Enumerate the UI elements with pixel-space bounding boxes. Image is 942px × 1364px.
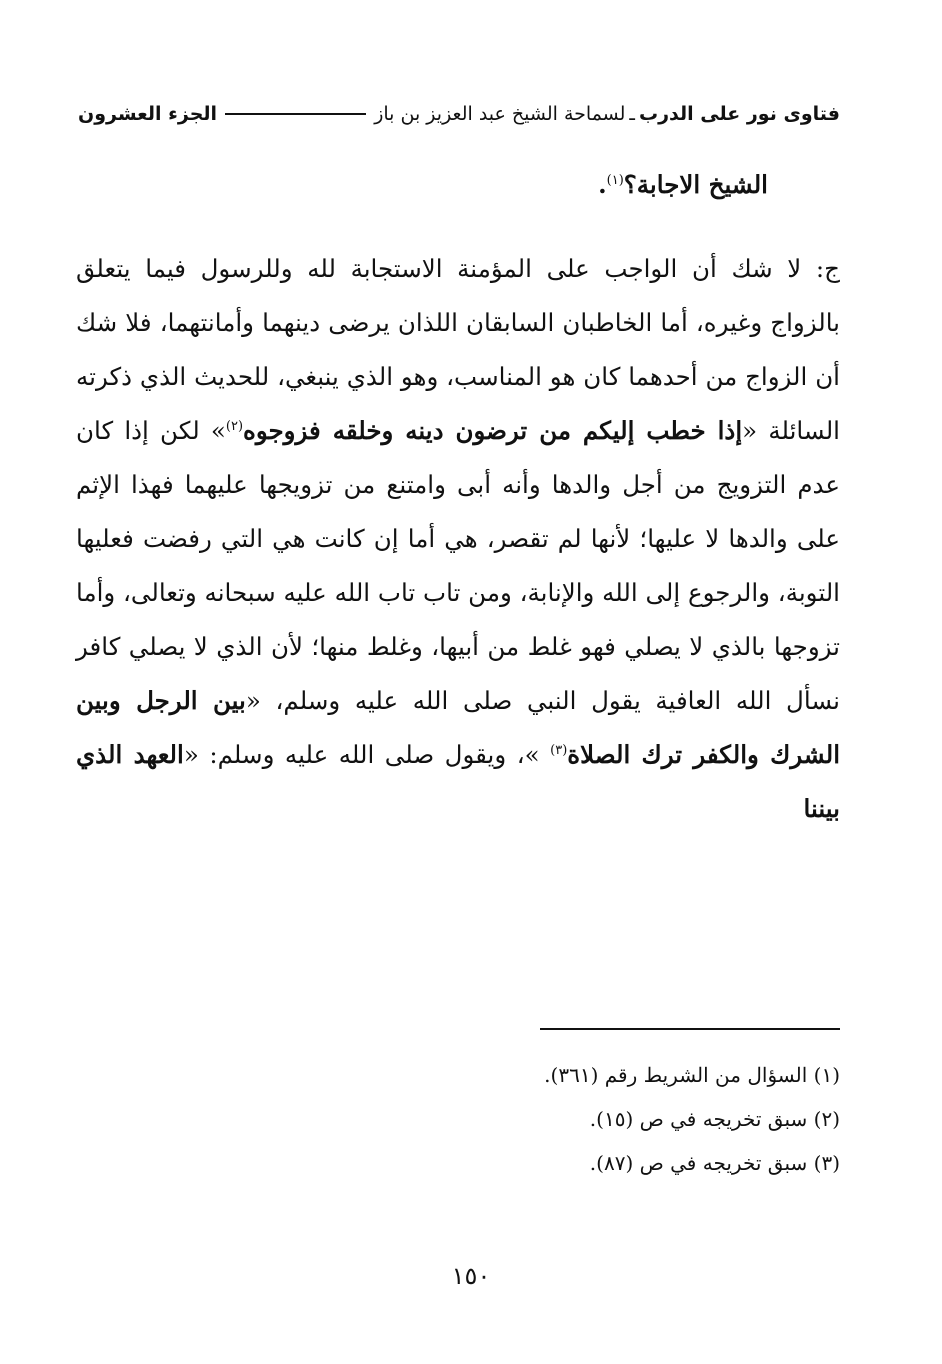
author-name: لسماحة الشيخ عبد العزيز بن باز: [374, 103, 626, 125]
hadith-quote-3: العهد الذي بيننا: [76, 740, 840, 823]
footnote-ref-2: (٢): [225, 418, 244, 434]
answer-text-start: ج: لا شك أن الواجب على المؤمنة الاستجابة لله وللرسول فيما يتعلق بالزواج وغيره، أما الخاطبان السابقان اللذان يرضى دينهما وأمانتهما، فلا شك أن الزواج من أحدهما كان هو المناسب، وهو الذي ينبغي، للحديث الذي ذكرته السائلة «: [76, 254, 840, 445]
answer-text-middle: » لكن إذا كان عدم التزويج من أجل والدها وأنه أبى وامتنع من تزويجها عليهما فهذا الإثم على والدها لا عليها؛ لأنها لم تقصر، هي أما إن كانت هي التي رفضت فعليها التوبة، والرجوع إلى الله والإنابة، ومن تاب تاب الله عليه سبحانه وتعالى، وأما تزوجها بالذي لا يصلي فهو غلط من أبيها، وغلط منها؛ لأن الذي لا يصلي كافر نسأل الله العافية يقول النبي صلى الله عليه وسلم، «: [76, 416, 840, 715]
answer-paragraph: [76, 242, 840, 836]
footnote-ref-1: (١): [606, 172, 624, 188]
hadith-quote-1: إذا خطب إليكم من ترضون دينه وخلقه فزوجوه: [243, 416, 743, 445]
question-ending: الشيخ الاجابة؟$^{(١)}$.: [598, 170, 768, 199]
page-number: ١٥٠: [451, 1262, 491, 1290]
volume-part: الجزء العشرون: [78, 103, 218, 125]
header-separator: ـ: [629, 103, 635, 125]
footnote-ref-3: (٣): [550, 742, 568, 758]
book-title: فتاوى نور على الدرب: [639, 103, 840, 125]
question-text: الشيخ الاجابة؟: [623, 170, 768, 199]
footnote-separator: [540, 1028, 840, 1030]
footnote-2: (٢) سبق تخريجه في ص (١٥).: [589, 1107, 840, 1131]
footnote-1: (١) السؤال من الشريط رقم (٣٦١).: [544, 1063, 840, 1087]
running-header: [78, 96, 840, 132]
footnote-3: (٣) سبق تخريجه في ص (٨٧).: [589, 1151, 840, 1175]
answer-text-after: »، ويقول صلى الله عليه وسلم: «: [183, 740, 551, 769]
footnotes: [340, 1060, 840, 1192]
hadith-quote-2: بين الرجل وبين الشرك والكفر ترك الصلاة: [76, 686, 841, 769]
main-text: [76, 158, 840, 836]
header-rule: [225, 113, 366, 115]
